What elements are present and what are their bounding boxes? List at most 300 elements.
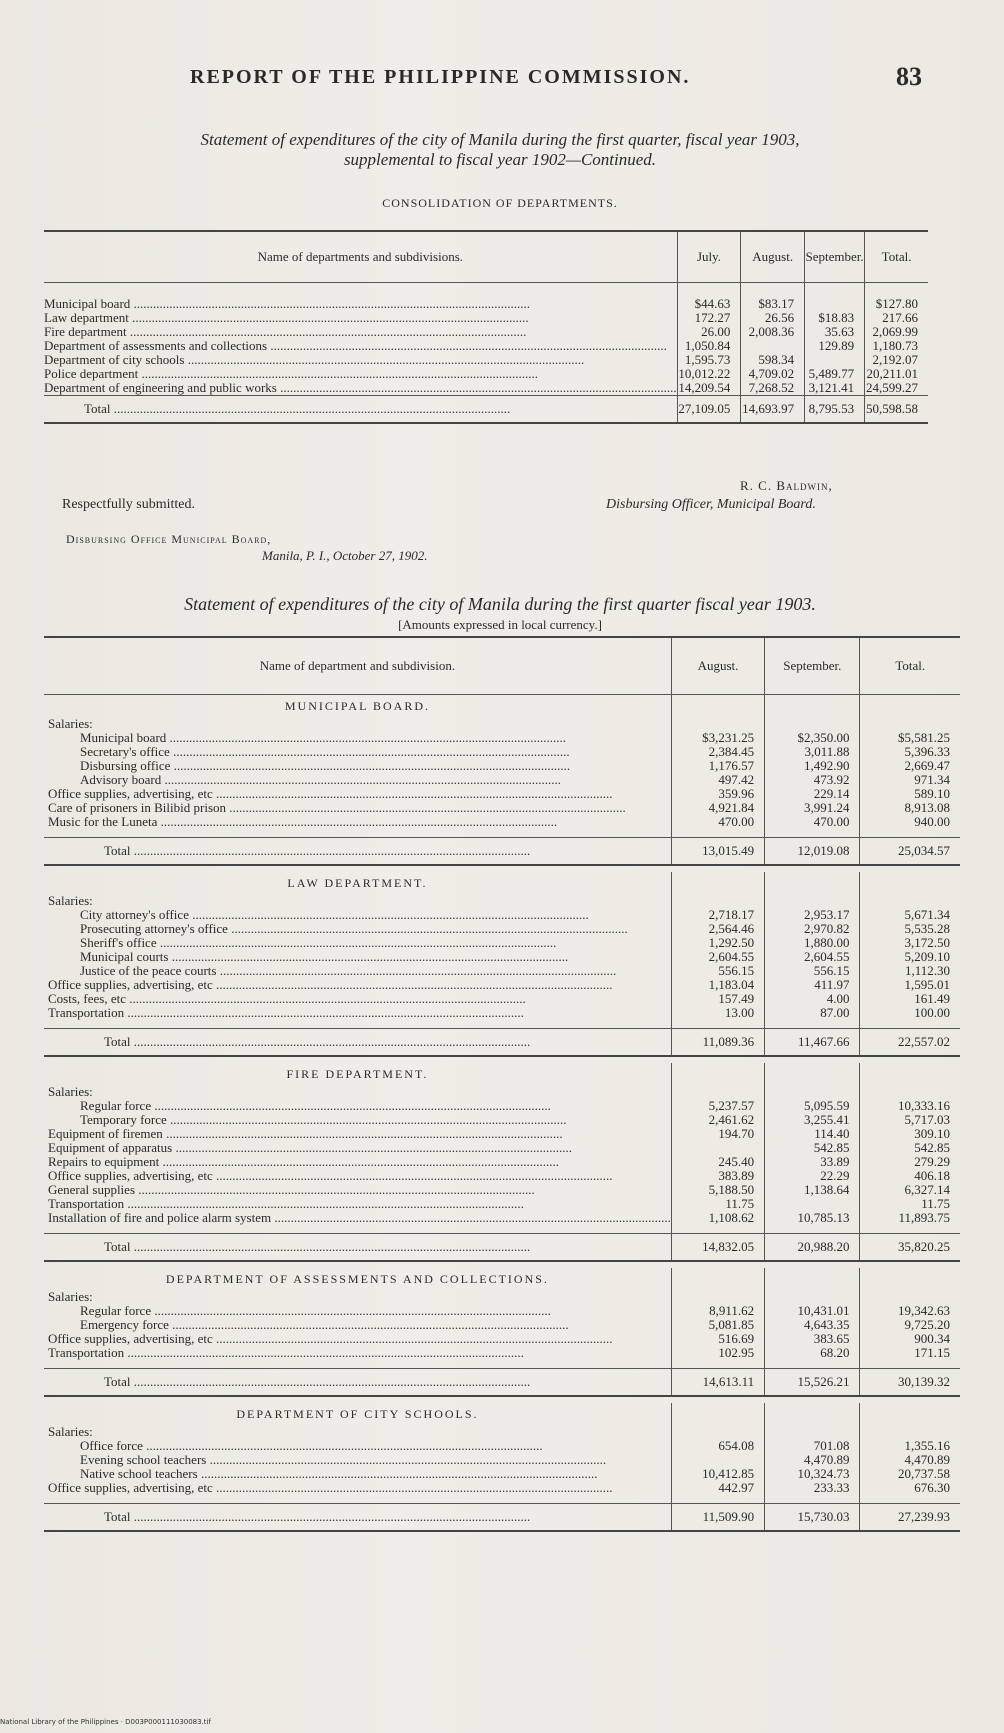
row-name-text: Office supplies, advertising, etc .....	[44, 787, 671, 801]
cell-september	[765, 1099, 860, 1113]
cell-august-value: 2,718.17	[708, 908, 755, 922]
row-name-text: Native school teachers .....	[44, 1467, 671, 1481]
cell-august	[671, 1439, 764, 1453]
row-name-text: Disbursing office .....	[44, 759, 671, 773]
respectfully-submitted: Respectfully submitted.	[62, 497, 195, 512]
cell-total	[860, 1127, 960, 1141]
spacer-cell	[765, 695, 860, 718]
cell-total-value: 100.00	[914, 1006, 950, 1020]
cell-september-value: 3,121.41	[808, 381, 855, 395]
section-total-label-text: Total .....	[44, 1375, 671, 1389]
table-row	[44, 731, 960, 745]
row-name	[44, 801, 671, 815]
total-september: 8,795.53	[805, 396, 865, 424]
row-name	[44, 908, 671, 922]
cell-total-value: 11,893.75	[898, 1211, 950, 1225]
spacer-cell	[671, 1360, 764, 1369]
cell-september	[805, 367, 865, 381]
row-name	[44, 1006, 671, 1020]
cell-september-value: 411.97	[814, 978, 850, 992]
cell-total-value: 2,192.07	[872, 353, 918, 367]
cell-july-value: 172.27	[694, 311, 731, 325]
cell-total-value: 19,342.63	[898, 1304, 950, 1318]
cell-total	[865, 297, 928, 311]
cell-august	[741, 353, 805, 367]
section-total-total: 35,820.25	[860, 1234, 960, 1262]
row-name-text: Equipment of firemen .....	[44, 1127, 671, 1141]
cell-total-value: 217.66	[882, 311, 918, 325]
spacer-cell	[765, 1495, 860, 1504]
spacer-cell	[765, 1020, 860, 1029]
cell-august-value: 194.70	[718, 1127, 755, 1141]
cell-august	[671, 1197, 764, 1211]
cell-august-value: $3,231.25	[702, 731, 755, 745]
table-row	[44, 1346, 960, 1360]
row-name-text: Music for the Luneta .....	[44, 815, 671, 829]
cell-september-value: 4.00	[826, 992, 850, 1006]
table-row	[44, 1439, 960, 1453]
cell-august-value: 516.69	[718, 1332, 755, 1346]
cell-total	[860, 950, 960, 964]
section-heading: DEPARTMENT OF ASSESSMENTS AND COLLECTIONS.	[165, 1272, 549, 1286]
spacer-row	[44, 829, 960, 838]
cell-august-value: 5,188.50	[708, 1183, 755, 1197]
cell-september-value: 473.92	[813, 773, 850, 787]
cell-august-value: 13.00	[724, 1006, 755, 1020]
cell-total-value: 900.34	[914, 1332, 950, 1346]
spacer-cell	[765, 1403, 860, 1425]
cell-august-value: 8,911.62	[709, 1304, 755, 1318]
row-name-text: Repairs to equipment .....	[44, 1155, 671, 1169]
cell-september-value: 2,604.55	[803, 950, 850, 964]
cell-august-value: 497.42	[718, 773, 755, 787]
cell-september-value: 3,255.41	[803, 1113, 850, 1127]
table-row	[44, 1155, 960, 1169]
row-name	[44, 1085, 671, 1099]
cell-august-value: 2,564.46	[708, 922, 755, 936]
section-heading-cell	[44, 1268, 671, 1290]
cell-august	[671, 1290, 764, 1304]
row-name-text: Sheriff's office .....	[44, 936, 671, 950]
table-row	[44, 353, 928, 367]
col-header-august: August.	[741, 232, 805, 283]
cell-august	[671, 1169, 764, 1183]
cell-september-value: 4,643.35	[803, 1318, 850, 1332]
cell-total	[860, 894, 960, 908]
cell-total	[860, 964, 960, 978]
cell-august-value: 442.97	[718, 1481, 755, 1495]
section-heading-row	[44, 1268, 960, 1290]
cell-august	[671, 894, 764, 908]
cell-september-value: 68.20	[820, 1346, 850, 1360]
row-name-text: Costs, fees, etc .....	[44, 992, 671, 1006]
office-line: Disbursing Office Municipal Board,	[66, 532, 272, 546]
table-row	[44, 1304, 960, 1318]
row-name	[44, 759, 671, 773]
spacer-cell	[765, 1225, 860, 1234]
cell-september	[765, 1127, 860, 1141]
section-rule-row	[44, 865, 960, 872]
cell-september	[765, 731, 860, 745]
cell-september-value: 701.08	[813, 1439, 850, 1453]
cell-august	[741, 311, 805, 325]
row-name	[44, 1346, 671, 1360]
cell-total	[860, 745, 960, 759]
spacer-cell	[865, 283, 928, 298]
report-title: REPORT OF THE PHILIPPINE COMMISSION.	[190, 66, 691, 88]
cell-september-value: 2,953.17	[803, 908, 850, 922]
cell-september	[765, 1332, 860, 1346]
expenditures-table	[44, 638, 960, 1538]
section-heading-row	[44, 1063, 960, 1085]
statement1-title	[40, 130, 960, 170]
cell-september	[765, 936, 860, 950]
cell-august-value: 2,008.36	[748, 325, 795, 339]
cell-total-value: 5,209.10	[904, 950, 950, 964]
total-august: 14,693.97	[741, 396, 805, 424]
spacer-cell	[44, 1225, 671, 1234]
row-name-text: Office supplies, advertising, etc .....	[44, 978, 671, 992]
cell-september	[765, 717, 860, 731]
total-label	[44, 396, 677, 424]
cell-august	[671, 1481, 764, 1495]
row-name	[44, 1467, 671, 1481]
row-name	[44, 773, 671, 787]
cell-total-value: 542.85	[914, 1141, 950, 1155]
row-name-text: Care of prisoners in Bilibid prison .....	[44, 801, 671, 815]
cell-september-value: 2,970.82	[803, 922, 850, 936]
cell-august	[671, 922, 764, 936]
cell-total-value	[860, 1425, 950, 1439]
cell-august-value: 598.34	[758, 353, 795, 367]
cell-august-value	[672, 1290, 754, 1304]
total-total: 50,598.58	[865, 396, 928, 424]
cell-august-value	[672, 1425, 754, 1439]
table-row	[44, 745, 960, 759]
cell-august-value	[672, 717, 754, 731]
row-name	[44, 815, 671, 829]
cell-september	[765, 908, 860, 922]
cell-august	[671, 1085, 764, 1099]
spacer-cell	[860, 1268, 960, 1290]
section-total-row	[44, 838, 960, 866]
section-total-total: 25,034.57	[860, 838, 960, 866]
cell-total-value: 24,599.27	[866, 381, 918, 395]
table-row	[44, 894, 960, 908]
spacer-cell	[44, 829, 671, 838]
row-name	[44, 922, 671, 936]
spacer-cell	[860, 1063, 960, 1085]
cell-september	[805, 339, 865, 353]
row-name-text: Justice of the peace courts .....	[44, 964, 671, 978]
table-row	[44, 325, 928, 339]
cell-total	[860, 773, 960, 787]
statement2-subtitle: [Amounts expressed in local currency.]	[398, 617, 602, 632]
cell-august-value: 1,108.62	[708, 1211, 755, 1225]
cell-september-value: 10,785.13	[797, 1211, 850, 1225]
cell-august	[671, 745, 764, 759]
bottom-rule	[44, 423, 928, 426]
table-row	[44, 717, 960, 731]
cell-august-value: 383.89	[718, 1169, 755, 1183]
cell-september	[805, 325, 865, 339]
row-name	[44, 381, 677, 396]
row-name	[44, 1113, 671, 1127]
spacer-cell	[671, 695, 764, 718]
cell-total-value: 5,535.28	[904, 922, 950, 936]
spacer-cell	[805, 283, 865, 298]
row-name-text: Municipal board .....	[44, 297, 677, 311]
cell-total	[860, 787, 960, 801]
table-row	[44, 978, 960, 992]
cell-total-value: 279.29	[914, 1155, 950, 1169]
cell-august	[671, 773, 764, 787]
cell-august	[671, 1113, 764, 1127]
cell-total	[865, 381, 928, 396]
cell-august	[671, 1183, 764, 1197]
cell-total	[860, 815, 960, 829]
row-name	[44, 325, 677, 339]
cell-september-value: 1,880.00	[803, 936, 850, 950]
table-row	[44, 1099, 960, 1113]
cell-september	[765, 773, 860, 787]
cell-august-value: 470.00	[718, 815, 755, 829]
cell-august	[741, 297, 805, 311]
cell-september	[765, 894, 860, 908]
cell-september-value: 87.00	[820, 1006, 850, 1020]
section-total-row	[44, 1234, 960, 1262]
cell-september-value: 22.29	[820, 1169, 850, 1183]
cell-august	[741, 367, 805, 381]
row-name	[44, 1183, 671, 1197]
section-total-label-text: Total .....	[44, 1035, 671, 1049]
section-heading-cell	[44, 872, 671, 894]
cell-total	[860, 1346, 960, 1360]
row-name	[44, 731, 671, 745]
cell-august	[671, 992, 764, 1006]
spacer-cell	[741, 283, 805, 298]
section-total-total: 30,139.32	[860, 1369, 960, 1397]
cell-total	[860, 908, 960, 922]
row-name	[44, 1141, 671, 1155]
consolidation-body	[44, 283, 928, 427]
table-row	[44, 297, 928, 311]
cell-september-value	[765, 1425, 849, 1439]
cell-august	[671, 908, 764, 922]
cell-september	[765, 1481, 860, 1495]
cell-total-value: 1,112.30	[904, 964, 950, 978]
section-rule	[44, 1396, 960, 1403]
cell-august	[671, 1425, 764, 1439]
spacer-cell	[44, 1360, 671, 1369]
section-total-total: 27,239.93	[860, 1504, 960, 1532]
cell-august	[671, 717, 764, 731]
table-row	[44, 1481, 960, 1495]
cell-total-value: 2,669.47	[904, 759, 950, 773]
row-name	[44, 1169, 671, 1183]
row-name-text: Prosecuting attorney's office .....	[44, 922, 671, 936]
row-name	[44, 1439, 671, 1453]
table-row	[44, 381, 928, 396]
section-rule-row	[44, 1056, 960, 1063]
cell-total-value: 11.75	[921, 1197, 950, 1211]
section-total-august: 14,832.05	[671, 1234, 764, 1262]
spacer-cell	[671, 1495, 764, 1504]
cell-august-value: 102.95	[718, 1346, 755, 1360]
cell-total-value	[860, 717, 950, 731]
cell-total	[860, 1169, 960, 1183]
row-name	[44, 1211, 671, 1225]
table-row	[44, 773, 960, 787]
cell-august	[671, 1155, 764, 1169]
row-name-text: Salaries:	[48, 717, 93, 731]
cell-august	[741, 381, 805, 396]
spacer-cell	[44, 1495, 671, 1504]
row-name-text: Evening school teachers .....	[44, 1453, 671, 1467]
cell-july	[677, 353, 741, 367]
row-name	[44, 1099, 671, 1113]
cell-september-value: 5,489.77	[808, 367, 855, 381]
spacer-cell	[44, 283, 677, 298]
col-header-total: Total.	[865, 232, 928, 283]
spacer-cell	[44, 1020, 671, 1029]
cell-september-value	[765, 1197, 849, 1211]
cell-total-value	[860, 1085, 950, 1099]
cell-august-value: 245.40	[718, 1155, 755, 1169]
section-total-label-text: Total .....	[44, 844, 671, 858]
table-row	[44, 1127, 960, 1141]
col-header-july: July.	[677, 232, 741, 283]
section-rule	[44, 1261, 960, 1268]
cell-september	[765, 964, 860, 978]
section-heading: LAW DEPARTMENT.	[287, 876, 428, 890]
cell-total	[860, 1332, 960, 1346]
row-name	[44, 717, 671, 731]
cell-september	[765, 1318, 860, 1332]
section-rule-row	[44, 1396, 960, 1403]
row-name-text: Temporary force .....	[44, 1113, 671, 1127]
cell-august-value: 5,081.85	[708, 1318, 755, 1332]
spacer-cell	[765, 829, 860, 838]
cell-september	[765, 992, 860, 1006]
spacer-cell	[677, 283, 741, 298]
section-total-september: 11,467.66	[765, 1029, 860, 1057]
row-name	[44, 1332, 671, 1346]
cell-august	[671, 936, 764, 950]
cell-august	[671, 1453, 764, 1467]
cell-august-value: 157.49	[718, 992, 755, 1006]
cell-august	[741, 325, 805, 339]
table-row	[44, 801, 960, 815]
cell-total	[860, 1006, 960, 1020]
cell-september-value: 33.89	[820, 1155, 850, 1169]
row-name	[44, 1127, 671, 1141]
table-row	[44, 1183, 960, 1197]
cell-total-value: 1,180.73	[872, 339, 918, 353]
cell-total	[860, 717, 960, 731]
cell-total-value: 1,595.01	[904, 978, 950, 992]
spacer-cell	[671, 829, 764, 838]
cell-total-value: 8,913.08	[904, 801, 950, 815]
cell-total	[860, 1183, 960, 1197]
row-name-text: City attorney's office .....	[44, 908, 671, 922]
section-total-label	[44, 1029, 671, 1057]
cell-total-value	[860, 894, 950, 908]
spacer-cell	[671, 1268, 764, 1290]
cell-september-value: 233.33	[813, 1481, 850, 1495]
cell-july-value: 1,050.84	[684, 339, 731, 353]
cell-september	[765, 922, 860, 936]
cell-september	[765, 1425, 860, 1439]
cell-september-value: 129.89	[818, 339, 855, 353]
cell-august	[671, 731, 764, 745]
cell-september	[765, 1113, 860, 1127]
section-total-label-text: Total .....	[44, 1510, 671, 1524]
cell-total	[865, 311, 928, 325]
cell-total-value: 940.00	[914, 815, 950, 829]
cell-total-value: 4,470.89	[904, 1453, 950, 1467]
cell-august-value: 1,292.50	[708, 936, 755, 950]
cell-total	[860, 1481, 960, 1495]
section-total-row	[44, 1504, 960, 1532]
row-name-text: Department of city schools .....	[44, 353, 677, 367]
row-name	[44, 964, 671, 978]
cell-august	[671, 1211, 764, 1225]
cell-total-value: 309.10	[914, 1127, 950, 1141]
cell-total	[860, 1439, 960, 1453]
cell-september-value: 114.40	[814, 1127, 850, 1141]
table-row	[44, 1197, 960, 1211]
row-name	[44, 367, 677, 381]
section-heading: MUNICIPAL BOARD.	[284, 699, 430, 713]
cell-september	[765, 1304, 860, 1318]
cell-september	[765, 1290, 860, 1304]
section-total-august: 14,613.11	[671, 1369, 764, 1397]
cell-total	[860, 1211, 960, 1225]
cell-september-value: 35.63	[824, 325, 855, 339]
row-name	[44, 787, 671, 801]
place-date: Manila, P. I., October 27, 1902.	[262, 548, 428, 563]
row-name	[44, 1318, 671, 1332]
row-name-text: Salaries:	[48, 894, 93, 908]
cell-august-value: $83.17	[758, 297, 795, 311]
row-name	[44, 1290, 671, 1304]
cell-september-value	[805, 353, 854, 367]
cell-august-value: 26.56	[764, 311, 795, 325]
col2-header-august: August.	[671, 638, 764, 695]
row-name	[44, 936, 671, 950]
cell-september	[765, 1169, 860, 1183]
section-total-row	[44, 1029, 960, 1057]
row-name-text: Transportation .....	[44, 1006, 671, 1020]
cell-total-value: 2,069.99	[872, 325, 918, 339]
cell-total-value: $5,581.25	[898, 731, 950, 745]
row-name-text: Department of engineering and public works .....	[44, 381, 677, 395]
section-heading-cell	[44, 1403, 671, 1425]
cell-september	[805, 353, 865, 367]
cell-july	[677, 325, 741, 339]
table-row	[44, 1453, 960, 1467]
section-heading: FIRE DEPARTMENT.	[286, 1067, 429, 1081]
row-name-text: Law department .....	[44, 311, 677, 325]
spacer-cell	[765, 1063, 860, 1085]
row-name	[44, 992, 671, 1006]
section-rule	[44, 1056, 960, 1063]
cell-august-value: 4,709.02	[748, 367, 795, 381]
spacer-cell	[671, 1063, 764, 1085]
table-row	[44, 1141, 960, 1155]
cell-total-value: 676.30	[914, 1481, 950, 1495]
